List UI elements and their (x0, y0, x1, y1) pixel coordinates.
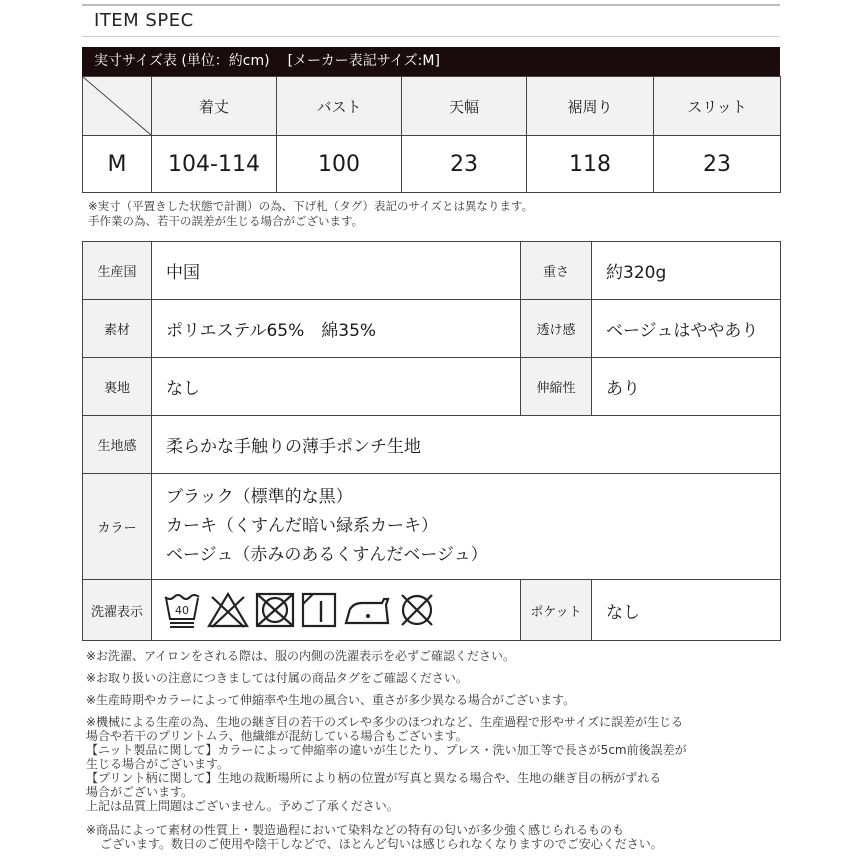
col-header-hem: 裾周り (527, 77, 654, 136)
note-line: ※お洗濯、アイロンをされる際は、服の内側の洗濯表示を必ずご確認ください。 (86, 649, 515, 663)
size-table-header-row (83, 77, 781, 136)
spec-row (83, 580, 781, 641)
size-table-row (83, 136, 781, 193)
value-length: 104-114 (152, 136, 277, 193)
weight-value: 約320g (592, 242, 781, 300)
size-note (88, 199, 533, 229)
color-option: ブラック（標準的な黒） (166, 487, 353, 507)
note-line: ※生産時期やカラーによって伸縮率や生地の風合い、重さが多少異なる場合がございます。 (86, 693, 576, 707)
size-note-line: ※実寸（平置きした状態で計測）の為、下げ札（タグ）表記のサイズとは異なります。 (88, 199, 534, 213)
note-line: 【プリント柄に関して】生地の裁断場所により柄の位置が写真と異なる場合や、生地の継ぎ目の柄がずれる (86, 771, 662, 785)
size-table (82, 76, 781, 193)
no-dry-clean-icon (396, 591, 438, 629)
note-line: ございます。数日のご使用や陰干しなどで、ほとんど匂いは感じられなくなりますのでご安心ください。 (100, 837, 663, 851)
note-line: 【ニット製品に関して】カラーによって伸縮率の違いが生じたり、プレス・洗い加工等で長さが5cm前後誤差が (86, 743, 687, 757)
color-option: ベージュ（赤みのあるくすんだベージュ） (166, 545, 488, 565)
no-bleach-icon (206, 591, 250, 629)
note-line: 場合や若干のプリントムラ、他繊維が混紡している場合もございます。 (86, 729, 468, 743)
notes-block (86, 649, 776, 851)
no-tumble-dry-icon (254, 591, 296, 629)
note-line: 上記は品質上問題はございません。予めご了承ください。 (86, 799, 399, 813)
material-value: ポリエステル65% 綿35% (152, 300, 521, 358)
size-table-caption-bar (82, 47, 780, 76)
value-hem: 118 (527, 136, 654, 193)
note-line: ※機械による生産の為、生地の継ぎ目の若干のズレや多少のほつれなど、生産過程で形やサイズに誤差が生じる (86, 715, 684, 729)
size-label: M (83, 136, 152, 193)
note-line: ※商品によって素材の性質上・製造過程において染料などの特有の匂いが多少強く感じられるものも (86, 823, 625, 837)
lining-value: なし (152, 358, 521, 416)
color-label: カラー (83, 474, 152, 580)
origin-value: 中国 (152, 242, 521, 300)
spec-row (83, 474, 781, 580)
stretch-value: あり (592, 358, 781, 416)
spec-row (83, 358, 781, 416)
wash-40-icon (162, 591, 202, 629)
pocket-label: ポケット (521, 580, 592, 641)
texture-value: 柔らかな手触りの薄手ポンチ生地 (152, 416, 781, 474)
col-header-length: 着丈 (152, 77, 277, 136)
section-title: ITEM SPEC (94, 10, 194, 31)
wash-temp: 40 (175, 604, 189, 617)
col-header-bust: バスト (277, 77, 402, 136)
iron-low-icon (342, 591, 392, 629)
care-label: 洗濯表示 (83, 580, 152, 641)
size-note-line: 手作業の為、若干の誤差が生じる場合がございます。 (88, 214, 364, 228)
title-underline (82, 36, 780, 37)
spec-row (83, 416, 781, 474)
material-label: 素材 (83, 300, 152, 358)
value-shoulder: 23 (402, 136, 527, 193)
color-option: カーキ（くすんだ暗い緑系カーキ） (166, 516, 438, 536)
top-divider (82, 4, 780, 6)
line-dry-shade-icon (300, 591, 338, 629)
care-symbols (152, 580, 521, 641)
value-bust: 100 (277, 136, 402, 193)
spec-table (82, 241, 781, 641)
corner-cell (83, 77, 152, 136)
note-line: 生じる場合がございます。 (86, 757, 230, 771)
note-line: 場合がございます。 (86, 785, 194, 799)
col-header-slit: スリット (654, 77, 781, 136)
sheer-value: ベージュはややあり (592, 300, 781, 358)
spec-row (83, 300, 781, 358)
diagonal-line (83, 77, 151, 135)
weight-label: 重さ (521, 242, 592, 300)
value-slit: 23 (654, 136, 781, 193)
lining-label: 裏地 (83, 358, 152, 416)
size-table-caption: 実寸サイズ表 (単位：約cm) (94, 53, 270, 69)
spec-row (83, 242, 781, 300)
texture-label: 生地感 (83, 416, 152, 474)
pocket-value: なし (592, 580, 781, 641)
sheer-label: 透け感 (521, 300, 592, 358)
stretch-label: 伸縮性 (521, 358, 592, 416)
origin-label: 生産国 (83, 242, 152, 300)
note-line: ※お取り扱いの注意につきましては付属の商品タグをご確認ください。 (86, 671, 468, 685)
maker-size-label: [メーカー表記サイズ:M] (287, 53, 440, 69)
col-header-shoulder: 天幅 (402, 77, 527, 136)
color-values (152, 474, 781, 580)
